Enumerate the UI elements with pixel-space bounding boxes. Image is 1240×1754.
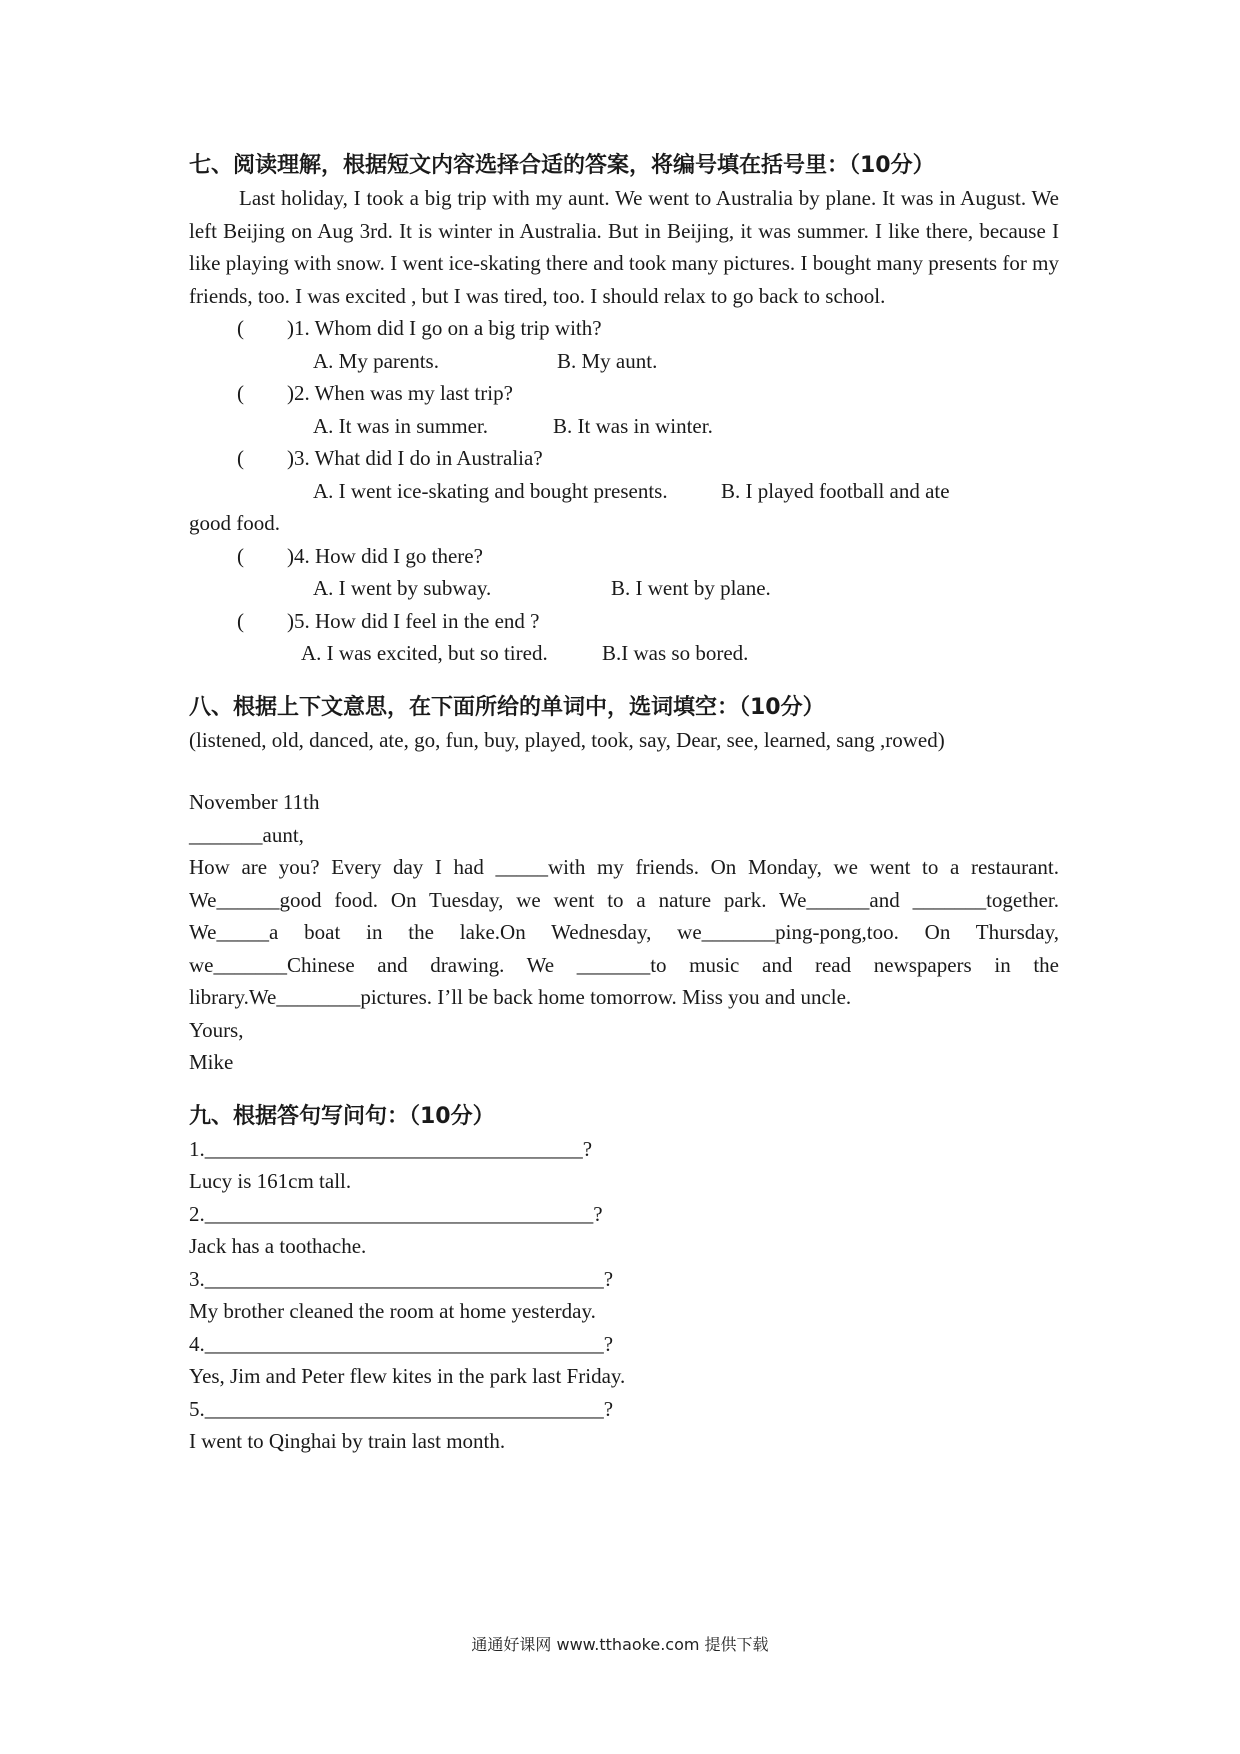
option-a: A. I was excited, but so tired. bbox=[301, 641, 548, 665]
letter-body: How are you? Every day I had _____with my friends. On Monday, we went to a restaurant. We______good food. On Tuesday, we went to a nature park. We______and _______together. We_____a boat in the lake.On Wednesday, we_______ping-pong,too. On Thursday, we_______Chinese and drawing. We _______to music and read newspapers in the library.We________pictures. I’ll be back home tomorrow. Miss you and uncle. bbox=[189, 855, 1059, 1009]
answer-sentence: Jack has a toothache. bbox=[189, 1234, 367, 1258]
option-b: B. I went by plane. bbox=[611, 576, 771, 600]
question-1 bbox=[189, 312, 1059, 377]
letter-date: November 11th bbox=[189, 790, 320, 814]
letter-signature: Mike bbox=[189, 1050, 234, 1074]
option-b: B. It was in winter. bbox=[553, 413, 713, 438]
worksheet-page bbox=[189, 150, 1059, 1458]
option-b: B.I was so bored. bbox=[602, 641, 749, 665]
question-2 bbox=[189, 377, 1059, 442]
answer-paren[interactable]: ( bbox=[237, 543, 244, 568]
question-5 bbox=[189, 605, 1059, 670]
option-a: A. I went by subway. bbox=[313, 576, 492, 600]
page-footer: 通通好课网 www.tthaoke.com 提供下载 bbox=[471, 1635, 769, 1654]
section-8-heading: 八、根据上下文意思，在下面所给的单词中，选词填空：（10分） bbox=[189, 694, 825, 720]
word-bank: (listened, old, danced, ate, go, fun, buy, played, took, say, Dear, see, learned, sang ,rowed) bbox=[189, 727, 945, 752]
option-b-continued: good food. bbox=[189, 511, 280, 535]
answer-paren[interactable]: ( bbox=[237, 381, 244, 405]
answer-sentence: My brother cleaned the room at home yesterday. bbox=[189, 1299, 596, 1323]
option-b: B. I played football and ate bbox=[721, 478, 950, 503]
question-text: )3. What did I do in Australia? bbox=[287, 446, 543, 470]
question-4 bbox=[189, 540, 1059, 605]
option-b: B. My aunt. bbox=[557, 348, 658, 373]
section-7-heading: 七、阅读理解，根据短文内容选择合适的答案，将编号填在括号里：（10分） bbox=[189, 153, 935, 178]
question-blank[interactable]: 3.______________________________________? bbox=[189, 1266, 614, 1291]
letter-greeting: _______aunt, bbox=[189, 822, 304, 847]
question-text: )1. Whom did I go on a big trip with? bbox=[287, 316, 602, 340]
answer-sentence: Yes, Jim and Peter flew kites in the park last Friday. bbox=[189, 1364, 626, 1388]
question-text: )2. When was my last trip? bbox=[287, 381, 513, 405]
question-blank[interactable]: 4.______________________________________? bbox=[189, 1331, 614, 1356]
question-blank[interactable]: 1.____________________________________? bbox=[189, 1136, 593, 1161]
option-a: A. My parents. bbox=[313, 348, 439, 373]
section-9-heading: 九、根据答句写问句：（10分） bbox=[189, 1103, 495, 1129]
question-text: )5. How did I feel in the end ? bbox=[287, 608, 540, 633]
answer-paren[interactable]: ( bbox=[237, 446, 244, 470]
question-3 bbox=[189, 442, 1059, 540]
answer-paren[interactable]: ( bbox=[237, 608, 244, 633]
question-blank[interactable]: 2._____________________________________? bbox=[189, 1201, 603, 1226]
option-a: A. I went ice-skating and bought presents. bbox=[313, 478, 668, 503]
answer-sentence: I went to Qinghai by train last month. bbox=[189, 1429, 506, 1453]
letter-closing: Yours, bbox=[189, 1017, 244, 1042]
answer-sentence: Lucy is 161cm tall. bbox=[189, 1169, 352, 1193]
question-text: )4. How did I go there? bbox=[287, 543, 483, 568]
reading-passage: Last holiday, I took a big trip with my aunt. We went to Australia by plane. It was in August. We left Beijing on Aug 3rd. It is winter in Australia. But in Beijing, it was summer. I like there, because I like playing with snow. I went ice-skating there and took many pictures. I bought many presents for my friends, too. I was excited , but I was tired, too. I should relax to go back to school. bbox=[189, 186, 1059, 308]
option-a: A. It was in summer. bbox=[313, 413, 488, 438]
answer-paren[interactable]: ( bbox=[237, 316, 244, 340]
question-blank[interactable]: 5.______________________________________? bbox=[189, 1396, 614, 1421]
